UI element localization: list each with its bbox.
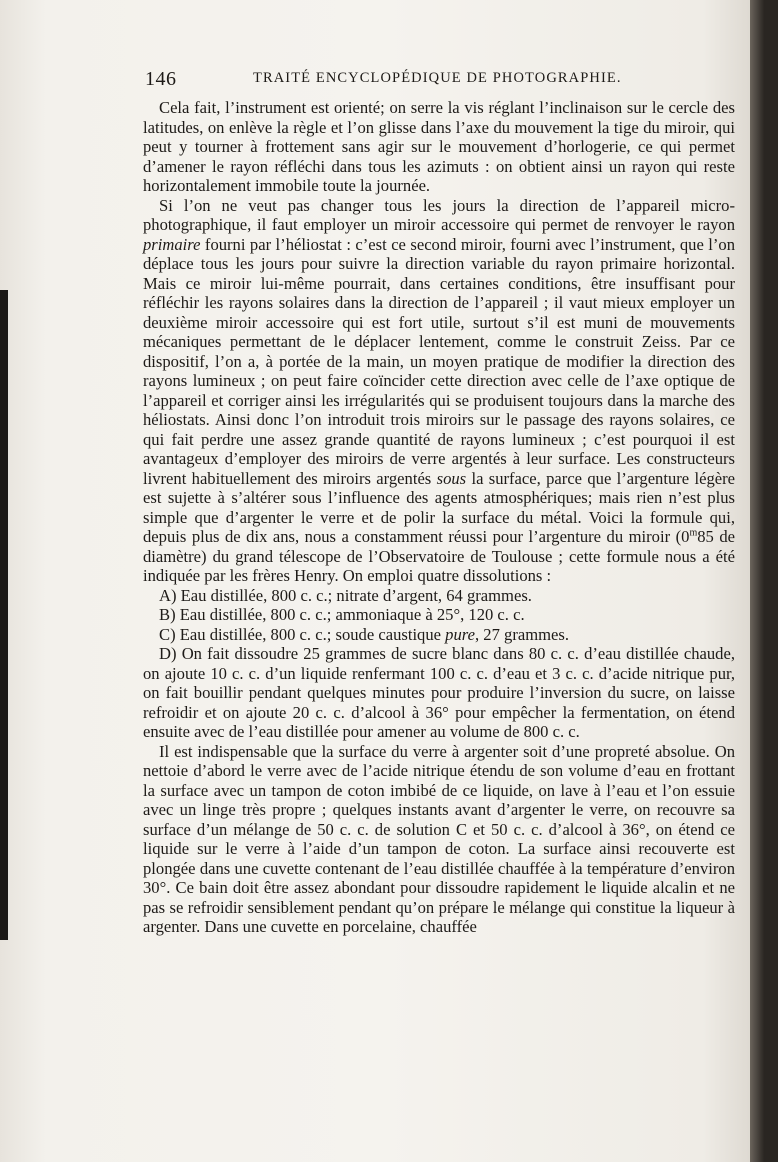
emphasis-sous: sous <box>436 468 467 488</box>
paragraph-2-part-b: fourni par l’héliostat : c’est ce second miroir, fourni avec l’instrument, que l’on déplace tous les jours pour suivre la direction variable du rayon primaire horizontal. Mais ce miroir lui-même pourrait, dans certaines conditions, être insuffisant pour réfléchir les rayons solaires dans la direction de l’appareil ; il vaut mieux employer un deuxième miroir accessoire qui est fort utile, surtout s’il est muni de mouvements mécaniques permettant de le déplacer lentement, comme le construit Zeiss. Par ce dispositif, l’on a, à portée de la main, un moyen pratique de modifier la direction des rayons lumineux ; on peut faire coïncider cette direction avec celle de l’axe optique de l’appareil et corriger ainsi les irrégularités qui se produisent toujours dans la marche des héliostats. Ainsi donc l’on introduit trois miroirs sur le passage des rayons solaires, ce qui fait perdre une assez grande quantité de rayons lumineux ; c’est pourquoi il est avantageux d’employer des miroirs de verre argentés à leur surface. Les constructeurs livrent habituellement des miroirs argentés <box>143 234 735 488</box>
solution-b: B) Eau distillée, 800 c. c.; ammoniaque à 25°, 120 c. c. <box>159 605 525 624</box>
paragraph-1: Cela fait, l’instrument est orienté; on serre la vis réglant l’inclinaison sur le cercle des latitudes, on enlève la règle et l’on glisse dans l’axe du mouvement la tige du miroir, qui peut y tourner à frottement sans agir sur le mouvement d’horlogerie, ce qui permet d’amener le rayon réfléchi dans tous les azimuts : on obtient ainsi un rayon qui reste horizontalement immobile toute la journée. <box>143 98 735 195</box>
superscript-m: m <box>689 527 698 539</box>
page-number: 146 <box>145 68 177 90</box>
paragraph-2 <box>143 196 735 586</box>
running-title: TRAITÉ ENCYCLOPÉDIQUE DE PHOTOGRAPHIE. <box>253 70 622 86</box>
binding-shadow <box>750 0 764 1162</box>
emphasis-pure: pure <box>445 624 475 644</box>
paragraph-2-part-c: la surface, parce que l’argenture légère est sujette à s’altérer sous l’influence des agents atmosphériques; mais rien n’est plus simple que d’argenter le verre et de polir la surface du métal. Voici la formule qui, depuis plus de dix ans, nous a constamment réussi pour l’argenture du miroir (0 <box>143 468 736 546</box>
page-header <box>145 68 735 94</box>
emphasis-primaire: primaire <box>143 234 201 254</box>
solution-c <box>143 625 735 645</box>
solution-d: D) On fait dissoudre 25 grammes de sucre blanc dans 80 c. c. d’eau distillée chaude, on ajoute 10 c. c. d’un liquide renfermant 100 c. c. d’eau et 3 c. c. d’acide nitrique pur, on fait bouillir pendant quelques minutes pour produire l’inversion du sucre, on laisse refroidir et on ajoute 20 c. c. d’alcool à 36° pour empêcher la fermentation, on étend ensuite avec de l’eau distillée pour amener au volume de 800 c. c. <box>143 644 735 741</box>
paragraph-2-part-a: Si l’on ne veut pas changer tous les jours la direction de l’appareil micro-photographique, il faut employer un miroir accessoire qui permet de renvoyer le rayon <box>143 195 735 234</box>
facing-page-edge <box>0 290 8 940</box>
solution-c-part-b: , 27 grammes. <box>474 624 569 644</box>
body-text <box>143 98 735 937</box>
solution-c-part-a: C) Eau distillée, 800 c. c.; soude caustique <box>159 624 446 644</box>
solution-a: A) Eau distillée, 800 c. c.; nitrate d’argent, 64 grammes. <box>159 585 532 605</box>
paragraph-2-part-d: 85 de diamètre) du grand télescope de l’Observatoire de Toulouse ; cette formule nous a été indiquée par les frères Henry. On emploi quatre dissolutions : <box>143 527 736 585</box>
paragraph-3: Il est indispensable que la surface du verre à argenter soit d’une propreté absolue. On nettoie d’abord le verre avec de l’acide nitrique étendu de son volume d’eau en frottant la surface avec un tampon de coton imbibé de ce liquide, on lave à l’eau et l’on essuie avec un linge très propre ; quelques instants avant d’argenter le verre, on recouvre sa surface d’un mélange de 50 c. c. de solution C et 50 c. c. d’alcool à 36°, on étend ce liquide sur le verre à l’aide d’un tampon de coton. La surface ainsi recouverte est plongée dans une cuvette contenant de l’eau distillée chauffée à la température d’environ 30°. Ce bain doit être assez abondant pour dissoudre rapidement le liquide alcalin et ne pas se refroidir sensiblement pendant qu’on prépare le mélange qui constitue la liqueur à argenter. Dans une cuvette en porcelaine, chauffée <box>143 741 735 936</box>
